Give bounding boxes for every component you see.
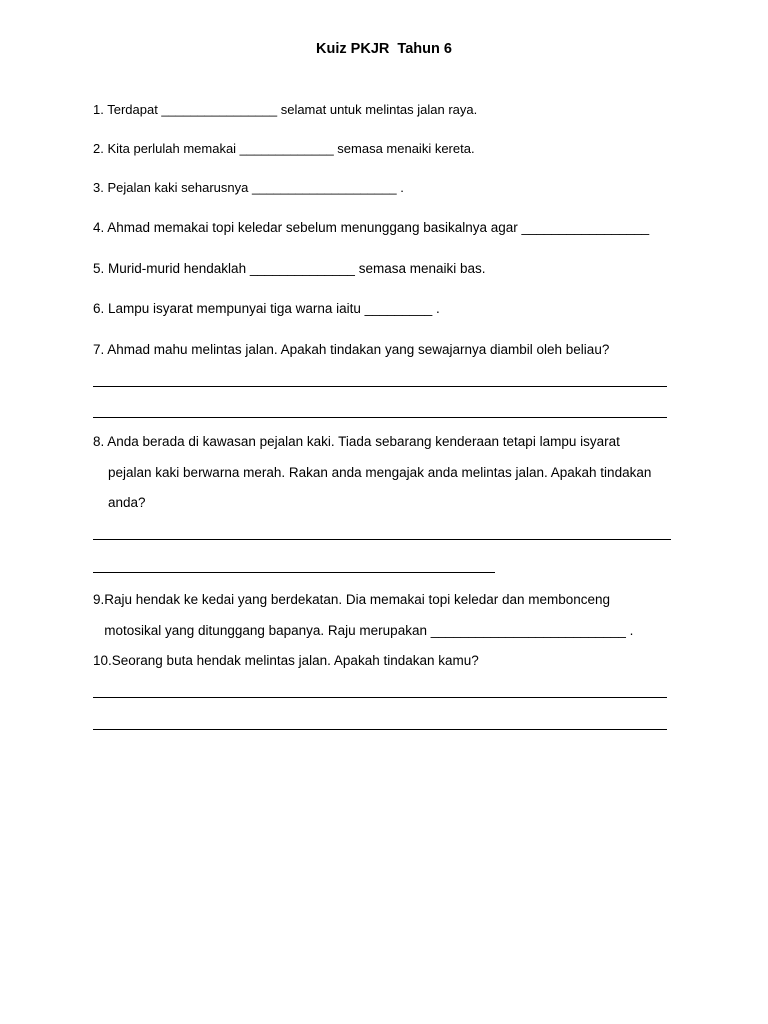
question-8-line-1: 8. Anda berada di kawasan pejalan kaki. Tiada sebarang kenderaan tetapi lampu isyarat (93, 434, 620, 449)
question-8-line-2: pejalan kaki berwarna merah. Rakan anda mengajak anda melintas jalan. Apakah tindakan (93, 465, 652, 480)
question-1: 1. Terdapat ________________ selamat untuk melintas jalan raya. (93, 102, 478, 117)
question-5: 5. Murid-murid hendaklah ______________ semasa menaiki bas. (93, 261, 486, 276)
question-3: 3. Pejalan kaki seharusnya ____________________ . (93, 180, 404, 195)
question-9-line-2: motosikal yang ditunggang bapanya. Raju merupakan __________________________ . (93, 623, 634, 638)
answer-line (93, 417, 667, 418)
question-6: 6. Lampu isyarat mempunyai tiga warna iaitu _________ . (93, 301, 440, 316)
page-title: Kuiz PKJR Tahun 6 (316, 41, 452, 57)
answer-line (93, 386, 667, 387)
question-4: 4. Ahmad memakai topi keledar sebelum menunggang basikalnya agar _________________ (93, 220, 650, 235)
answer-line (93, 697, 667, 698)
answer-line (93, 729, 667, 730)
question-10: 10.Seorang buta hendak melintas jalan. Apakah tindakan kamu? (93, 653, 479, 668)
answer-line (93, 572, 495, 573)
answer-line (93, 539, 671, 540)
question-2: 2. Kita perlulah memakai _____________ semasa menaiki kereta. (93, 141, 475, 156)
question-9-line-1: 9.Raju hendak ke kedai yang berdekatan. Dia memakai topi keledar dan membonceng (93, 592, 611, 607)
question-7: 7. Ahmad mahu melintas jalan. Apakah tindakan yang sewajarnya diambil oleh beliau? (93, 342, 610, 357)
question-8-line-3: anda? (93, 495, 146, 510)
